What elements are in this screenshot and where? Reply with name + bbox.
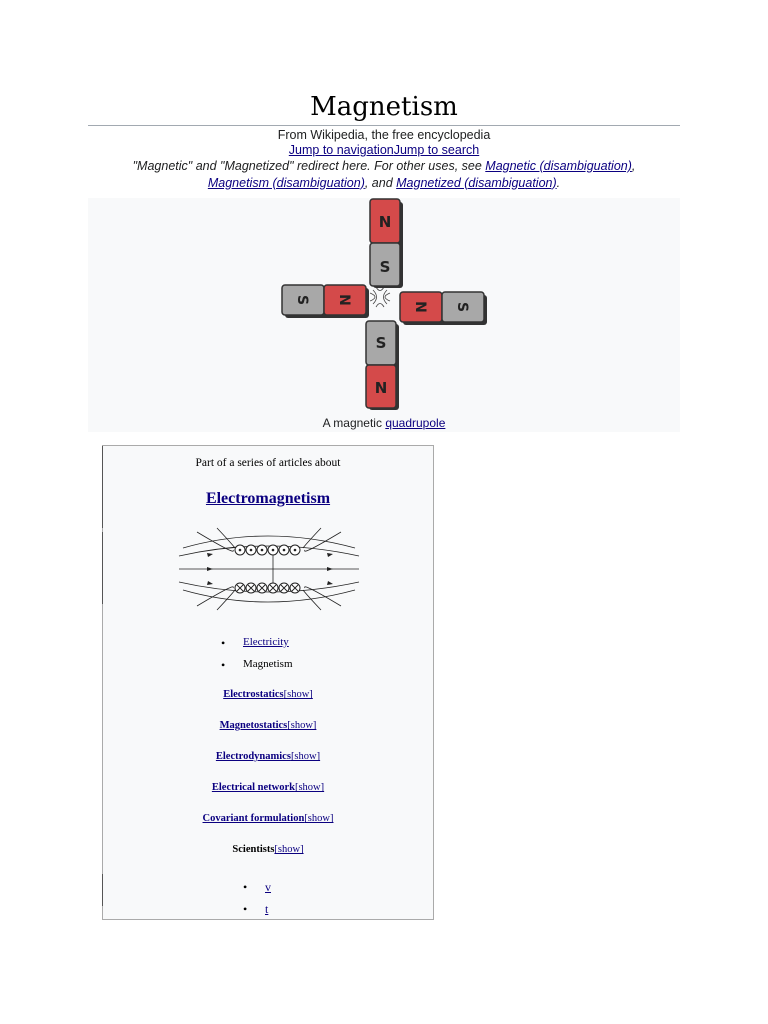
quadrupole-link[interactable]: quadrupole (385, 416, 446, 430)
magnet-left-s: S (294, 294, 310, 306)
scientists-show-toggle[interactable]: [show] (274, 844, 304, 855)
solenoid-field-icon (177, 526, 361, 612)
caption-prefix: A magnetic (322, 416, 386, 430)
hatnote-sep: , (631, 159, 636, 173)
bullet-icon: • (221, 636, 226, 650)
electrodynamics-link[interactable]: Electrodynamics (215, 751, 291, 762)
section-covariant-formulation (103, 813, 433, 824)
bullet-icon: • (243, 880, 248, 894)
magnetostatics-show-toggle[interactable]: [show] (287, 720, 317, 731)
sidebar-title (103, 490, 433, 508)
magnetism-disambiguation-link[interactable]: Magnetism (disambiguation) (207, 175, 365, 190)
magnet-top-n: N (378, 213, 392, 231)
magnetic-disambiguation-link[interactable]: Magnetic (disambiguation) (485, 159, 632, 173)
magnet-top (370, 199, 403, 288)
figure-caption (88, 416, 680, 430)
magnet-right (400, 292, 487, 325)
electromagnetism-link[interactable]: Electromagnetism (205, 490, 331, 507)
magnet-bottom (366, 321, 399, 410)
hatnote-sep: , and (364, 175, 397, 190)
section-magnetostatics (103, 720, 433, 731)
jump-to-search-link[interactable]: Jump to search (393, 143, 480, 157)
magnet-top-s: S (379, 258, 391, 276)
sidebar-above: Part of a series of articles about (195, 457, 341, 469)
magnetism-item: Magnetism (243, 658, 293, 670)
jump-links (88, 143, 680, 157)
electrostatics-show-toggle[interactable]: [show] (283, 689, 313, 700)
magnetized-disambiguation-link[interactable]: Magnetized (disambiguation) (396, 175, 557, 190)
hatnote-lead: "Magnetic" and "Magnetized" redirect here. For other uses, see (132, 159, 486, 173)
magnet-right-n: N (412, 301, 428, 313)
covariant-formulation-link[interactable]: Covariant formulation (202, 813, 305, 824)
magnetostatics-link[interactable]: Magnetostatics (219, 720, 288, 731)
covariant-formulation-show-toggle[interactable]: [show] (304, 813, 334, 824)
sidebar-edge-mark (102, 532, 103, 604)
jump-to-navigation-link[interactable]: Jump to navigation (288, 143, 394, 157)
section-electrical-network (103, 782, 433, 793)
electrodynamics-show-toggle[interactable]: [show] (290, 751, 321, 762)
electromagnetism-sidebar (102, 445, 434, 920)
magnet-left-n: N (336, 294, 352, 306)
hatnote (120, 158, 648, 191)
quadrupole-image[interactable] (88, 198, 680, 432)
view-template-link[interactable]: v (265, 880, 271, 894)
talk-template-link[interactable]: t (265, 902, 269, 916)
electrical-network-link[interactable]: Electrical network (211, 782, 295, 793)
electrical-network-show-toggle[interactable]: [show] (294, 782, 325, 793)
page-title: Magnetism (310, 92, 458, 122)
sidebar-edge-mark (102, 874, 103, 906)
magnet-bottom-s: S (375, 334, 387, 352)
bullet-icon: • (221, 658, 226, 672)
section-electrodynamics (103, 751, 433, 762)
title-divider (88, 125, 680, 126)
electrostatics-link[interactable]: Electrostatics (223, 689, 284, 700)
section-scientists (103, 844, 433, 855)
field-lines (370, 287, 390, 307)
scientists-label: Scientists (232, 844, 275, 855)
electricity-link[interactable]: Electricity (243, 636, 289, 648)
quadrupole-figure (88, 198, 680, 432)
magnet-bottom-n: N (374, 379, 388, 397)
tagline: From Wikipedia, the free encyclopedia (277, 128, 491, 142)
section-electrostatics (103, 689, 433, 700)
bullet-icon: • (243, 902, 248, 916)
magnet-right-s: S (454, 301, 470, 313)
magnet-left (282, 285, 369, 318)
hatnote-end: . (556, 175, 561, 190)
